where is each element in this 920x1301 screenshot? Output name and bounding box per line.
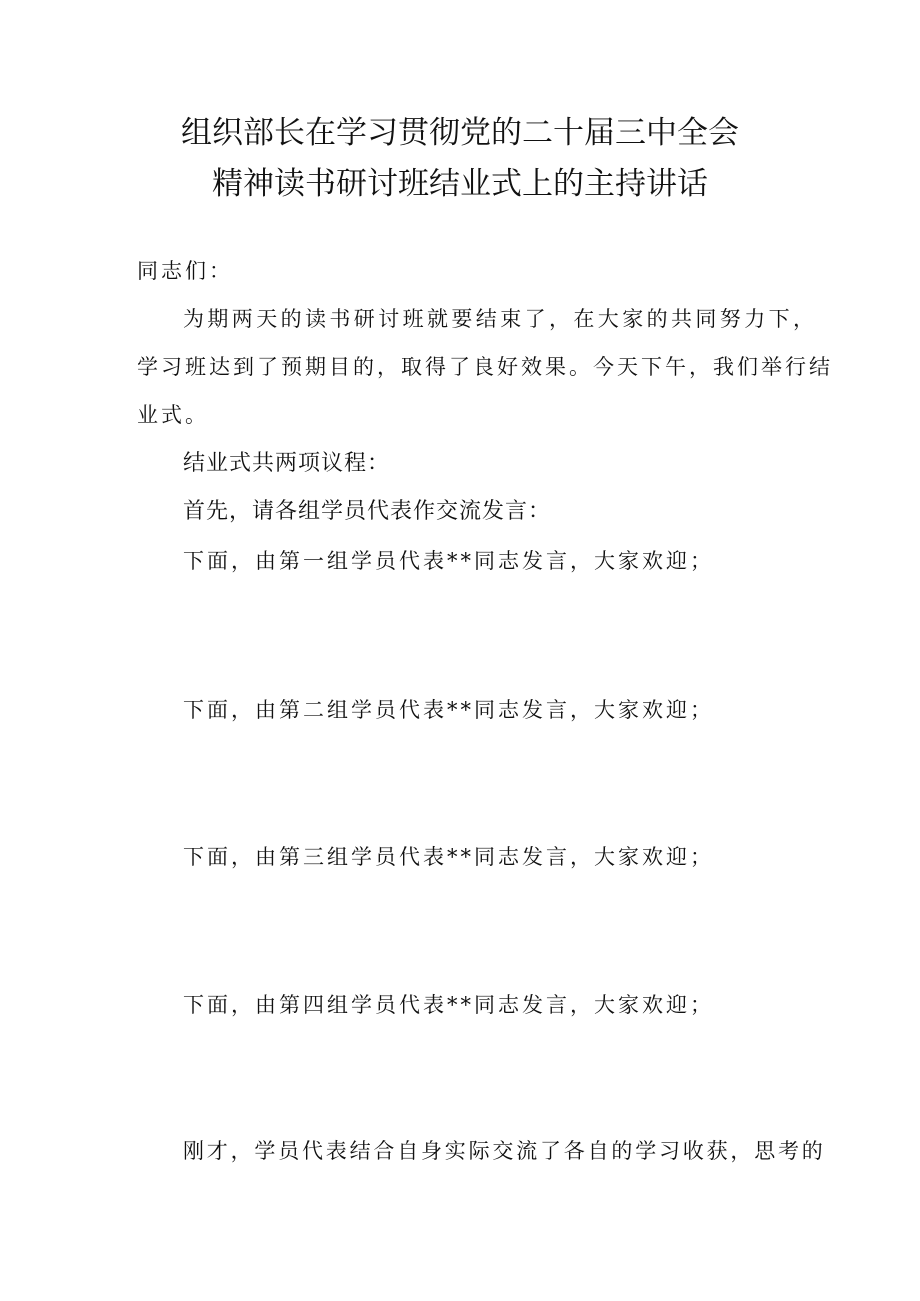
document-title-line-1: 组织部长在学习贯彻党的二十届三中全会 [181,115,739,151]
intro-paragraph-line-3: 业式。 [137,403,209,427]
speaker-line-1: 下面，由第一组学员代表**同志发言，大家欢迎； [183,549,714,573]
agenda-heading: 结业式共两项议程： [183,451,391,476]
speaker-line-2: 下面，由第二组学员代表**同志发言，大家欢迎； [183,698,714,722]
speaker-line-4: 下面，由第四组学员代表**同志发言，大家欢迎； [183,993,714,1017]
intro-paragraph-line-2: 学习班达到了预期目的，取得了良好效果。今天下午，我们举行结 [137,355,833,379]
intro-paragraph-line-1: 为期两天的读书研讨班就要结束了，在大家的共同努力下， [183,307,818,331]
first-agenda-item: 首先，请各组学员代表作交流发言： [183,499,552,524]
speaker-line-3: 下面，由第三组学员代表**同志发言，大家欢迎； [183,845,714,869]
closing-paragraph-line-1: 刚才，学员代表结合自身实际交流了各自的学习收获，思考的 [183,1139,826,1163]
document-title-line-2: 精神读书研讨班结业式上的主持讲话 [212,166,708,202]
salutation: 同志们： [137,259,233,283]
